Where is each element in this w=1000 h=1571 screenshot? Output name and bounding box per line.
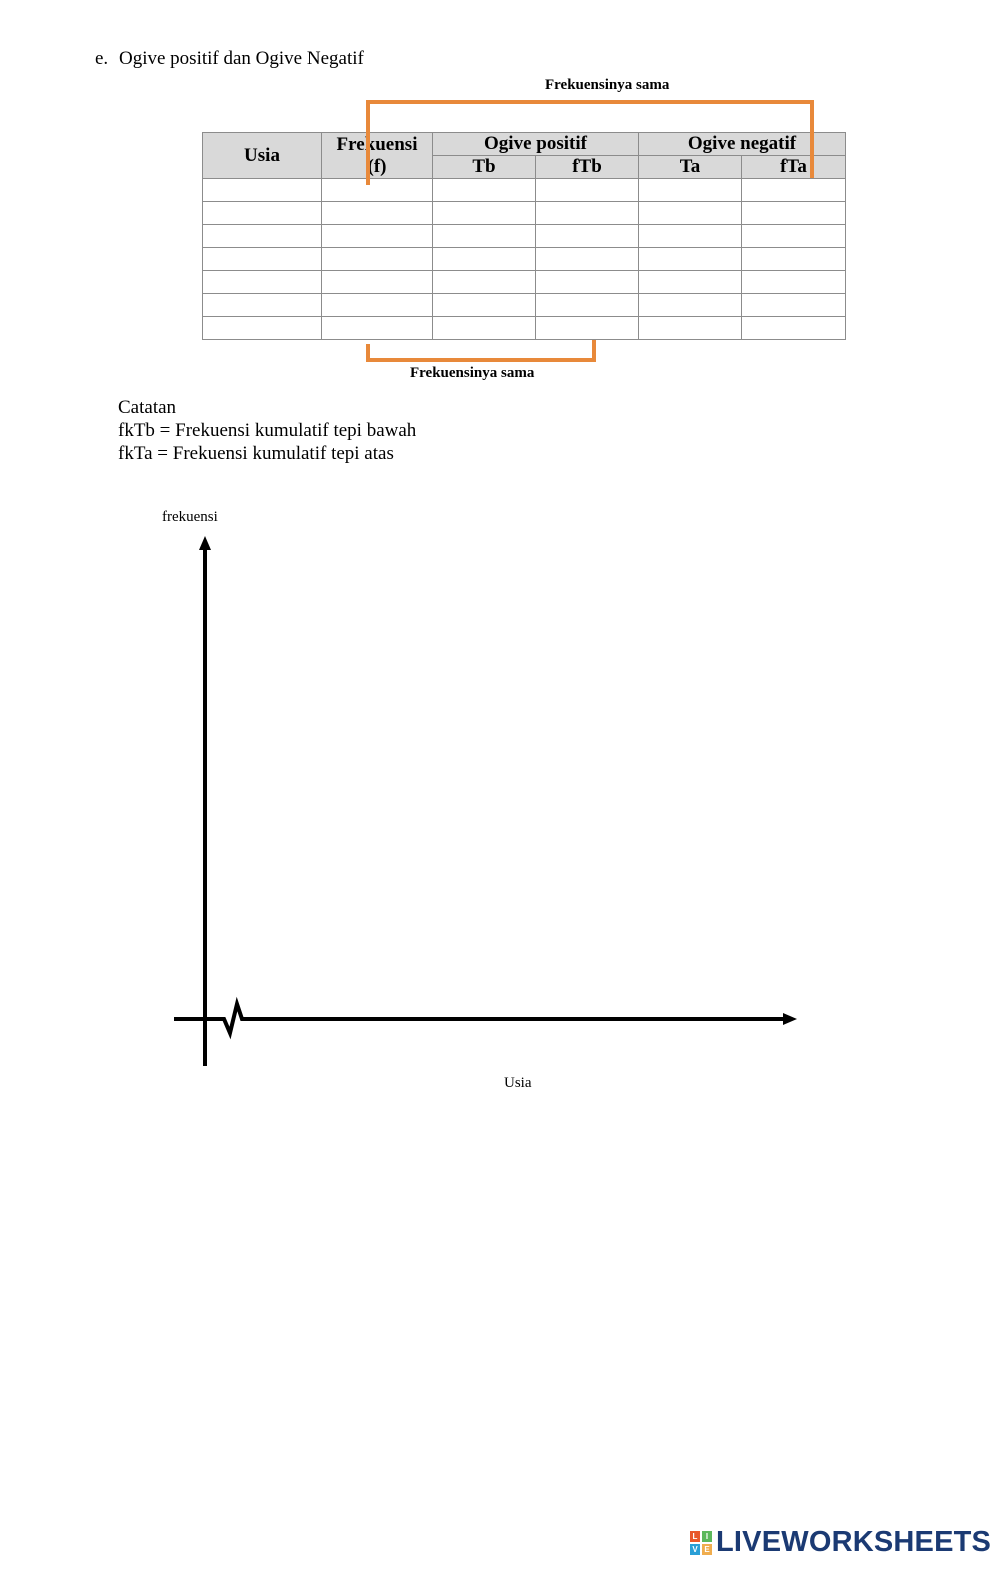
header-ogive-positif: Ogive positif [433,133,639,156]
y-axis-label: frekuensi [162,509,218,525]
header-ta: Ta [639,156,742,179]
notes-title: Catatan [118,397,177,418]
x-axis-label: Usia [504,1075,532,1091]
section-number: e. [95,48,109,69]
x-axis-arrowhead [783,1013,797,1025]
logo-letter-v: V [690,1544,700,1555]
logo-letter-l: L [690,1531,700,1542]
header-ftb: fTb [536,156,639,179]
logo-letter-i: I [702,1531,712,1542]
section-title: Ogive positif dan Ogive Negatif [119,48,364,69]
header-fta: fTa [742,156,846,179]
y-axis-arrowhead [199,536,211,550]
header-frekuensi-line1: Frekuensi [336,133,418,155]
logo-letter-e: E [702,1544,712,1555]
notes-line-fktb: fkTb = Frekuensi kumulatif tepi bawah [118,420,417,441]
header-tb: Tb [433,156,536,179]
header-frekuensi-line2: (f) [367,155,387,177]
liveworksheets-icon [690,1531,712,1555]
bottom-bracket-label: Frekuensinya sama [410,365,535,381]
brand-text: LIVEWORKSHEETS [716,1526,992,1558]
header-usia: Usia [203,133,322,179]
top-bracket-label: Frekuensinya sama [545,77,670,93]
notes-line-fkta: fkTa = Frekuensi kumulatif tepi atas [118,443,394,464]
header-ogive-negatif: Ogive negatif [639,133,846,156]
top-bracket-line [368,102,812,185]
liveworksheets-logo [690,1526,991,1559]
bottom-bracket-line [368,340,594,360]
x-axis-line [174,1004,786,1033]
